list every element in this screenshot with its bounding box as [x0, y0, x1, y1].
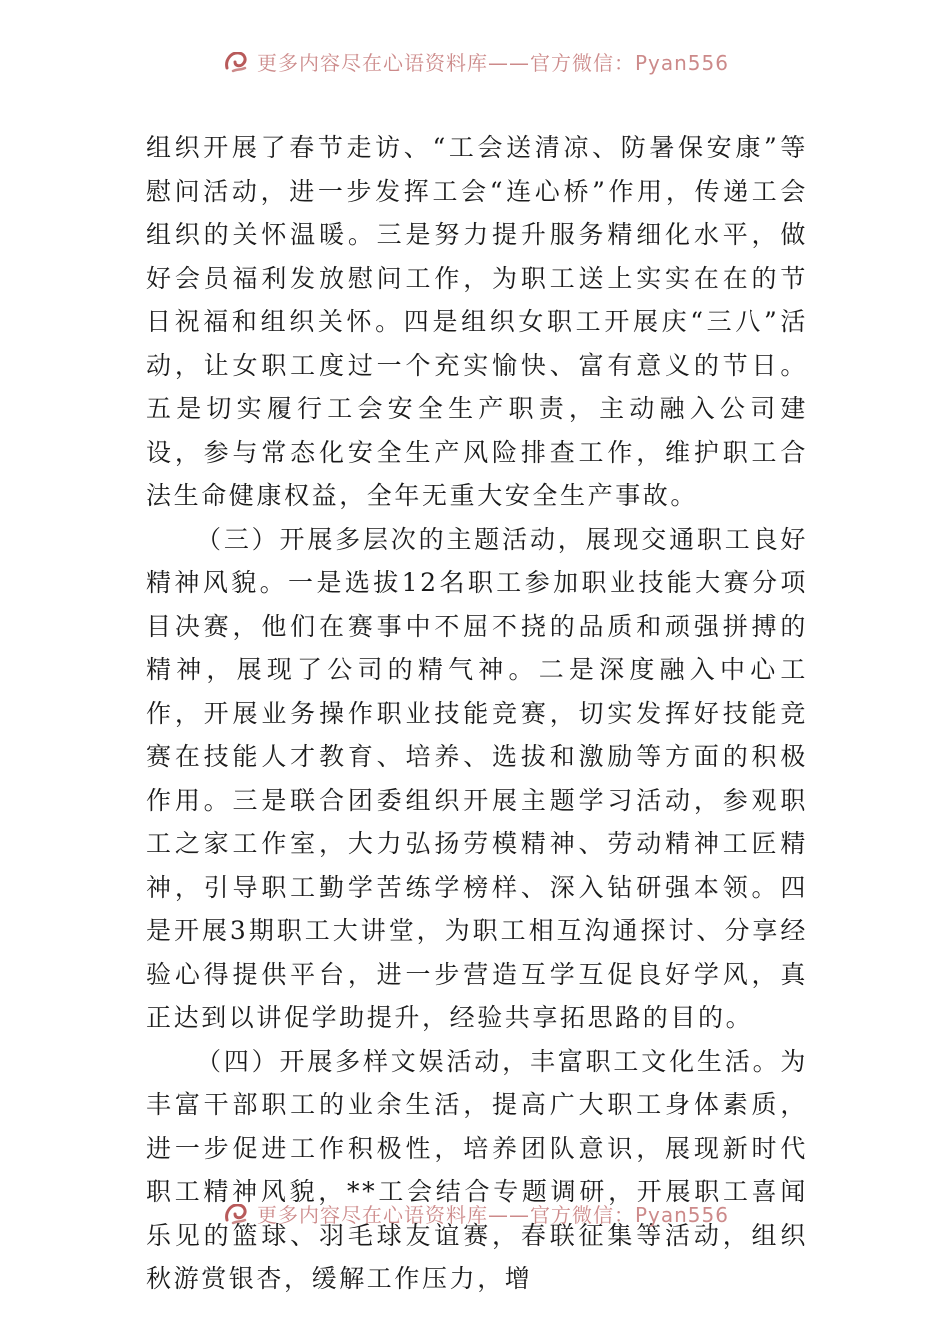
brand-logo-icon	[221, 1204, 251, 1228]
brand-logo-icon	[221, 52, 251, 76]
paragraph-section-four: （四）开展多样文娱活动，丰富职工文化生活。为丰富干部职工的业余生活，提高广大职工身体素质，进一步促进工作积极性，培养团队意识，展现新时代职工精神风貌，**工会结合专题调研，开展职工喜闻乐见的篮球、羽毛球友谊赛，春联征集等活动，组织秋游赏银杏，缓解工作压力，增	[146, 1046, 808, 1293]
watermark-text: 更多内容尽在心语资料库——官方微信：Pyan556	[256, 1204, 729, 1227]
watermark-banner-top	[0, 52, 950, 92]
paragraph-section-three: （三）开展多层次的主题活动，展现交通职工良好精神风貌。一是选拔12名职工参加职业技能大赛分项目决赛，他们在赛事中不屈不挠的品质和顽强拼搏的精神，展现了公司的精气神。二是深度融入中心工作，开展业务操作职业技能竞赛，切实发挥好技能竞赛在技能人才教育、培养、选拔和激励等方面的积极作用。三是联合团委组织开展主题学习活动，参观职工之家工作室，大力弘扬劳模精神、劳动精神工匠精神，引导职工勤学苦练学榜样、深入钻研强本领。四是开展3期职工大讲堂，为职工相互沟通探讨、分享经验心得提供平台，进一步营造互学互促良好学风，真正达到以讲促学助提升，经验共享拓思路的目的。	[146, 524, 808, 1032]
watermark-banner-bottom	[0, 1204, 950, 1244]
document-body	[146, 126, 808, 1301]
watermark-text: 更多内容尽在心语资料库——官方微信：Pyan556	[256, 52, 729, 75]
paragraph-continuation: 组织开展了春节走访、“工会送清凉、防暑保安康”等慰问活动，进一步发挥工会“连心桥”作用，传递工会组织的关怀温暖。三是努力提升服务精细化水平，做好会员福利发放慰问工作，为职工送上实实在在的节日祝福和组织关怀。四是组织女职工开展庆“三八”活动，让女职工度过一个充实愉快、富有意义的节日。五是切实履行工会安全生产职责，主动融入公司建设，参与常态化安全生产风险排查工作，维护职工合法生命健康权益，全年无重大安全生产事故。	[146, 133, 808, 510]
